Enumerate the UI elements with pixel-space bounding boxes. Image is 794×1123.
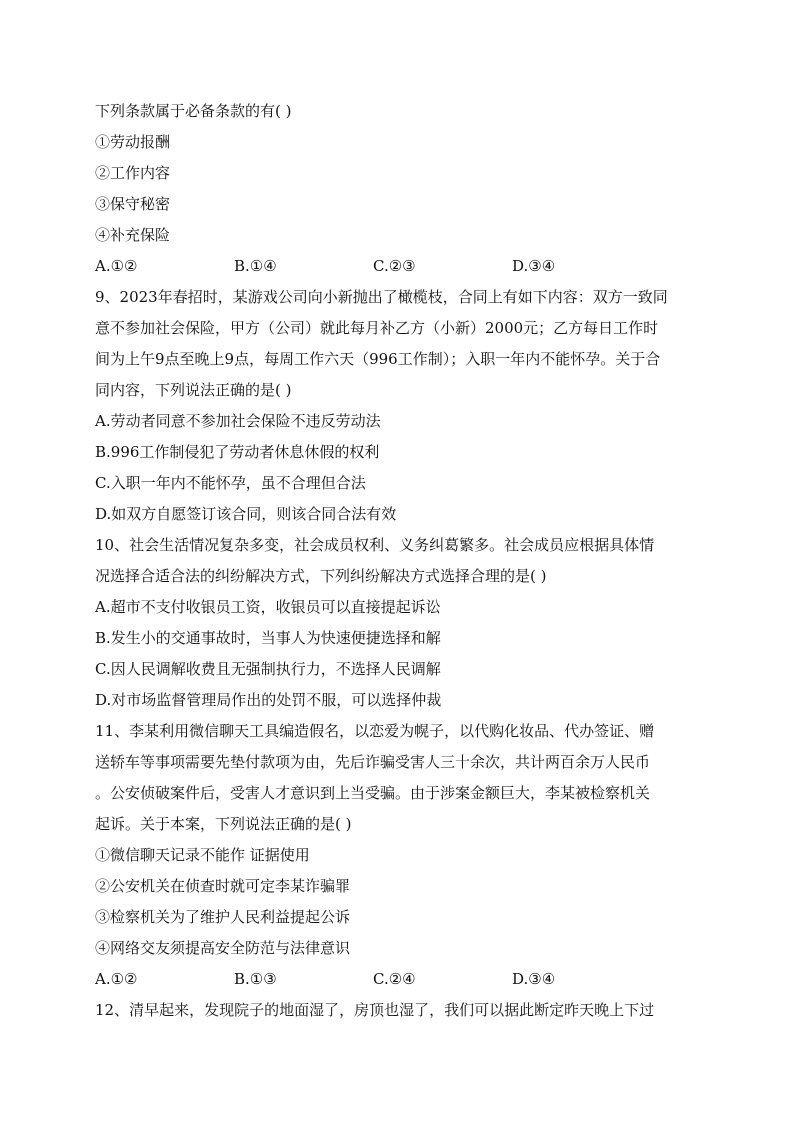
option-b: B.①④	[234, 257, 277, 275]
option-c: C.入职一年内不能怀孕，虽不合理但合法	[95, 474, 366, 492]
answer-options	[95, 964, 705, 995]
question-stem-line: 起诉。关于本案，下列说法正确的是( )	[95, 815, 352, 833]
question-stem-line: 11、李某利用微信聊天工具编造假名，以恋爱为幌子，以代购化妆品、代办签证、赠	[95, 722, 655, 740]
question-stem-line: 12、清早起来，发现院子的地面湿了，房顶也湿了，我们可以据此断定昨天晚上下过	[95, 1001, 655, 1019]
option-b: B.发生小的交通事故时，当事人为快速便捷选择和解	[95, 629, 441, 647]
question-9	[95, 282, 705, 530]
option-a: A.①②	[95, 970, 138, 988]
option-a: A.①②	[95, 257, 138, 275]
statement-item: ③检察机关为了维护人民利益提起公诉	[95, 908, 351, 926]
option-b: B.①③	[234, 970, 277, 988]
question-stem: 下列条款属于必备条款的有( )	[95, 102, 292, 120]
option-c: C.②④	[373, 970, 416, 988]
statement-item: ④网络交友须提高安全防范与法律意识	[95, 939, 351, 957]
statement-item: ④补充保险	[95, 226, 171, 244]
option-c: C.因人民调解收费且无强制执行力，不选择人民调解	[95, 660, 441, 678]
option-d: D.对市场监督管理局作出的处罚不服，可以选择仲裁	[95, 691, 442, 709]
option-a: A.劳动者同意不参加社会保险不违反劳动法	[95, 412, 381, 430]
question-8	[95, 96, 705, 282]
question-11	[95, 716, 705, 995]
option-d: D.③④	[512, 970, 556, 988]
question-stem-line: 10、社会生活情况复杂多变，社会成员权利、义务纠葛繁多。社会成员应根据具体情	[95, 536, 655, 554]
question-stem-line: 意不参加社会保险，甲方（公司）就此每月补乙方（小新）2000元；乙方每日工作时	[95, 319, 659, 337]
option-d: D.③④	[512, 257, 556, 275]
statement-item: ①微信聊天记录不能作 证据使用	[95, 846, 310, 864]
question-stem-line: 况选择合适合法的纠纷解决方式，下列纠纷解决方式选择合理的是( )	[95, 567, 547, 585]
statement-item: ②工作内容	[95, 164, 171, 182]
question-stem-line: 送轿车等事项需要先垫付款项为由，先后诈骗受害人三十余次，共计两百余万人民币	[95, 753, 651, 771]
question-12	[95, 995, 705, 1026]
statement-item: ②公安机关在侦查时就可定李某诈骗罪	[95, 877, 351, 895]
option-c: C.②③	[373, 257, 416, 275]
question-stem-line: 。公安侦破案件后，受害人才意识到上当受骗。由于涉案金额巨大，李某被检察机关	[95, 784, 651, 802]
option-d: D.如双方自愿签订该合同，则该合同合法有效	[95, 505, 397, 523]
option-b: B.996工作制侵犯了劳动者休息休假的权利	[95, 443, 380, 461]
statement-item: ③保守秘密	[95, 195, 171, 213]
statement-item: ①劳动报酬	[95, 133, 171, 151]
question-10	[95, 530, 705, 716]
option-a: A.超市不支付收银员工资，收银员可以直接提起诉讼	[95, 598, 441, 616]
document-page	[95, 96, 705, 1026]
question-stem-line: 9、2023年春招时，某游戏公司向小新抛出了橄榄枝，合同上有如下内容：双方一致同	[95, 288, 668, 306]
answer-options	[95, 251, 705, 282]
question-stem-line: 同内容，下列说法正确的是( )	[95, 381, 292, 399]
question-stem-line: 间为上午9点至晚上9点，每周工作六天（996工作制）；入职一年内不能怀孕。关于合	[95, 350, 661, 368]
